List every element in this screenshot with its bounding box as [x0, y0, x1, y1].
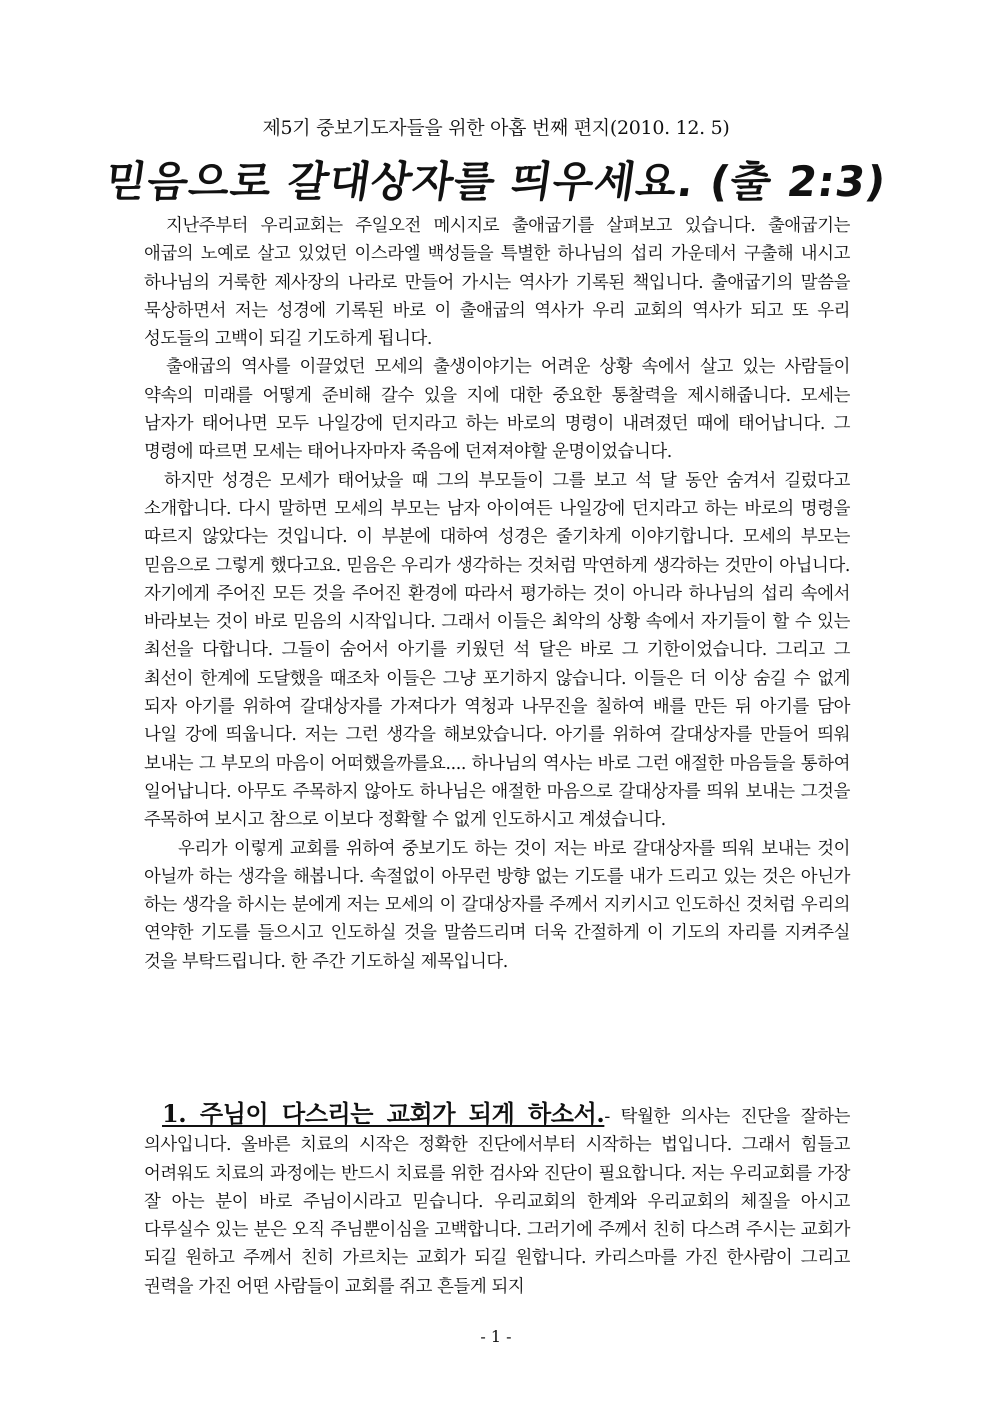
page-number: - 1 -: [480, 1327, 512, 1346]
prayer-topic-heading: 1. 주님이 다스리는 교회가 되게 하소서.: [162, 1099, 605, 1128]
paragraph-moses-birth: 출애굽의 역사를 이끌었던 모세의 출생이야기는 어려운 상황 속에서 살고 있는 사람들이 약속의 미래를 어떻게 준비해 갈수 있을 지에 대한 중요한 통찰력을 제시해줍니다. 모세는 남자가 태어나면 모두 나일강에 던지라고 하는 바로의 명령이 내려졌던 때에 태어납니다. 그 명령에 따르면 모세는 태어나자마자 죽음에 던져져야할 운명이었습니다.: [144, 357, 850, 463]
letter-subtitle: 제5기 중보기도자들을 위한 아홉 번째 편지(2010. 12. 5): [262, 117, 730, 139]
paragraph-faith: 하지만 성경은 모세가 태어났을 때 그의 부모들이 그를 보고 석 달 동안 숨겨서 길렀다고 소개합니다. 다시 말하면 모세의 부모는 남자 아이여든 나일강에 던지라고 하는 바로의 명령을 따르지 않았다는 것입니다. 이 부분에 대하여 성경은 줄기차게 이야기합니다. 모세의 부모는 믿음으로 그렇게 했다고요. 믿음은 우리가 생각하는 것처럼 막연하게 생각하는 것만이 아닙니다. 자기에게 주어진 모든 것을 주어진 환경에 따라서 평가하는 것이 아니라 하나님의 섭리 속에서 바라보는 것이 바로 믿음의 시작입니다. 그래서 이들은 최악의 상황 속에서 자기들이 할 수 있는 최선을 다합니다. 그들이 숨어서 아기를 키웠던 석 달은 바로 그 기한이었습니다. 그리고 그 최선이 한계에 도달했을 때조차 이들은 그냥 포기하지 않습니다. 이들은 더 이상 숨길 수 없게 되자 아기를 위하여 갈대상자를 가져다가 역청과 나무진을 칠하여 배를 만든 뒤 아기를 담아 나일 강에 띄웁니다. 저는 그런 생각을 해보았습니다. 아기를 위하여 갈대상자를 만들어 띄워 보내는 그 부모의 마음이 어떠했을까를요.... 하나님의 역사는 바로 그런 애절한 마음들을 통하여 일어납니다. 아무도 주목하지 않아도 하나님은 애절한 마음으로 갈대상자를 띄워 보내는 그것을 주목하여 보시고 참으로 이보다 정확할 수 없게 인도하시고 계셨습니다.: [144, 470, 850, 831]
prayer-topic-text: - 탁월한 의사는 진단을 잘하는 의사입니다. 올바른 치료의 시작은 정확한 진단에서부터 시작하는 법입니다. 그래서 힘들고 어려워도 치료의 과정에는 반드시 치료를 위한 검사와 진단이 필요합니다. 저는 우리교회를 가장 잘 아는 분이 바로 주님이시라고 믿습니다. 우리교회의 한계와 우리교회의 체질을 아시고 다루실수 있는 분은 오직 주님뿐이심을 고백합니다. 그러기에 주께서 친히 다스려 주시는 교회가 되길 원하고 주께서 친히 가르치는 교회가 되길 원합니다. 카리스마를 가진 한사람이 그리고 권력을 가진 어떤 사람들이 교회를 쥐고 흔들게 되지: [144, 1107, 850, 1297]
letter-body: [144, 212, 850, 976]
paragraph-intro: 지난주부터 우리교회는 주일오전 메시지로 출애굽기를 살펴보고 있습니다. 출애굽기는 애굽의 노예로 살고 있었던 이스라엘 백성들을 특별한 하나님의 섭리 가운데서 구출해 내시고 하나님의 거룩한 제사장의 나라로 만들어 가시는 역사가 기록된 책입니다. 출애굽기의 말씀을 묵상하면서 저는 성경에 기록된 바로 이 출애굽의 역사가 우리 교회의 역사가 되고 또 우리 성도들의 고백이 되길 기도하게 됩니다.: [144, 216, 850, 350]
paragraph-prayer: 우리가 이렇게 교회를 위하여 중보기도 하는 것이 저는 바로 갈대상자를 띄워 보내는 것이 아닐까 하는 생각을 해봅니다. 속절없이 아무런 방향 없는 기도를 내가 드리고 있는 것은 아닌가 하는 생각을 하시는 분에게 저는 모세의 이 갈대상자를 주께서 지키시고 인도하신 것처럼 우리의 연약한 기도를 들으시고 인도하실 것을 말씀드리며 더욱 간절하게 이 기도의 자리를 지켜주실 것을 부탁드립니다. 한 주간 기도하실 제목입니다.: [144, 838, 850, 972]
page-title: 믿음으로 갈대상자를 띄우세요. (출 2:3): [102, 157, 890, 206]
prayer-topic-1: [144, 1100, 850, 1301]
